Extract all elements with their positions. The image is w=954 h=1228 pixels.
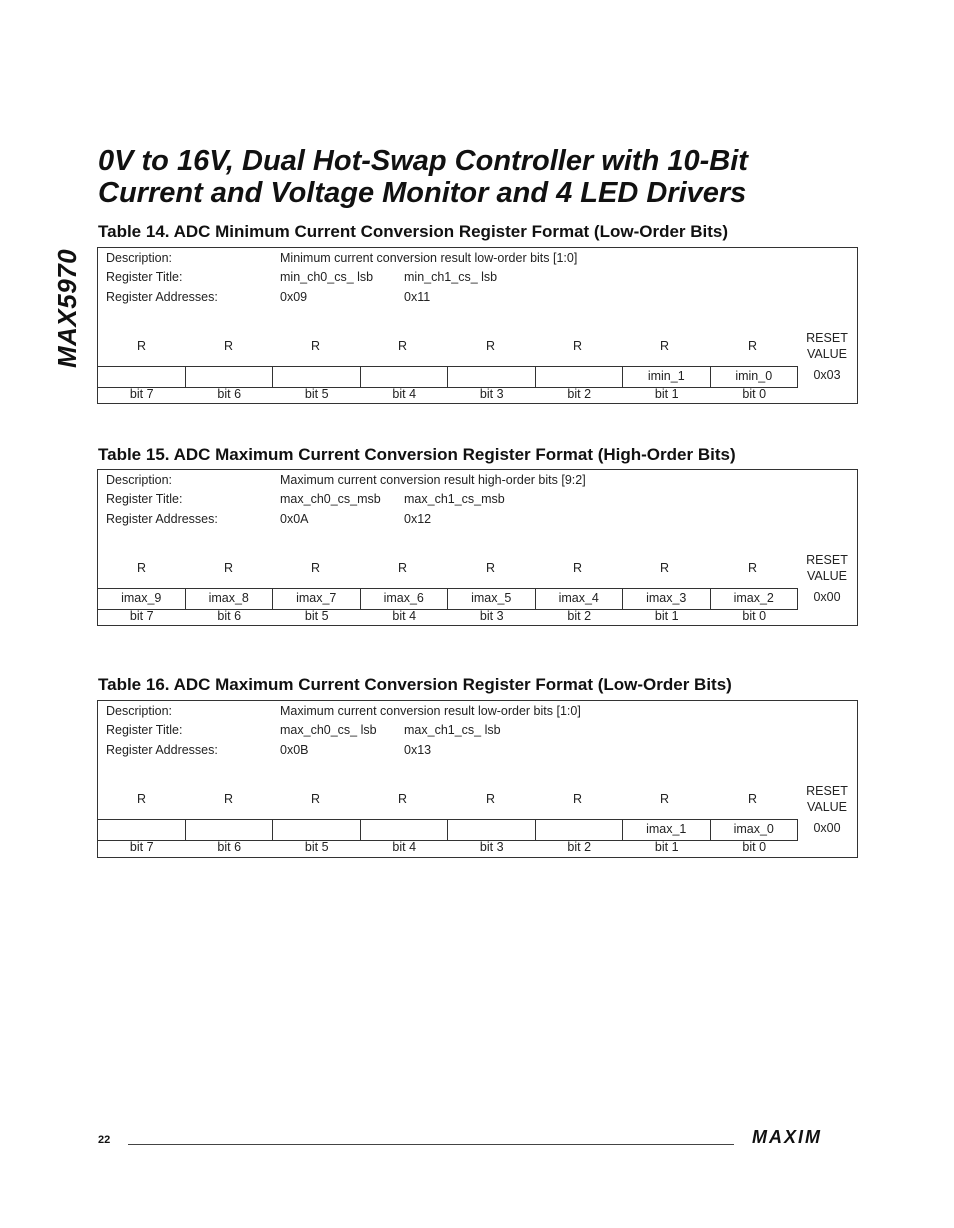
footer-rule xyxy=(128,1144,734,1145)
bit-cell xyxy=(98,367,186,387)
table-15: Description: Maximum current conversion result high-order bits [9:2] Register Title: max_ch0_cs_msb max_ch1_cs_msb Register Addresses: 0x0A 0x12 R R R R R R R R RESET VALUE imax_9 imax_8 imax_7 imax_6 imax_5 imax_4 imax_3 imax_2 0x00 bit 7 bit 6 bit 5 bit 4 bit 3 bit 2 bit 1 bit 0 xyxy=(97,469,858,626)
reset-value-label: RESET VALUE xyxy=(806,784,848,814)
bit-cell: imax_2 xyxy=(711,589,799,609)
bit-cell xyxy=(361,367,449,387)
table-15-caption: Table 15. ADC Maximum Current Conversion Register Format (High-Order Bits) xyxy=(98,445,736,464)
reset-value-label: RESET VALUE xyxy=(806,553,848,583)
bit-cell xyxy=(273,367,361,387)
bit-cell xyxy=(98,820,186,840)
bit-cell xyxy=(273,820,361,840)
page-number: 22 xyxy=(98,1134,111,1146)
bit-cell: imax_9 xyxy=(98,589,186,609)
maxim-logo-text: MAXIM xyxy=(752,1128,822,1146)
title-line-1: 0V to 16V, Dual Hot-Swap Controller with 10-Bit xyxy=(98,145,748,177)
page-title xyxy=(98,145,898,209)
bit-names: bit 7 bit 6 bit 5 bit 4 bit 3 bit 2 bit 1 bit 0 xyxy=(129,387,767,401)
description-text: Minimum current conversion result low-order bits [1:0] xyxy=(280,251,578,265)
bit-cell xyxy=(186,367,274,387)
table-14-caption: Table 14. ADC Minimum Current Conversion Register Format (Low-Order Bits) xyxy=(98,222,729,241)
bit-cell: imax_0 xyxy=(711,820,799,840)
reset-value: 0x00 xyxy=(813,821,841,835)
bit-cell: imax_3 xyxy=(623,589,711,609)
bit-cell xyxy=(361,820,449,840)
bit-cell xyxy=(186,820,274,840)
maxim-logo xyxy=(750,1128,858,1146)
bit-cell: imax_5 xyxy=(448,589,536,609)
bit-cell: imax_6 xyxy=(361,589,449,609)
bit-cell: imin_0 xyxy=(711,367,799,387)
reset-value: 0x03 xyxy=(813,368,841,382)
bit-cell: imax_8 xyxy=(186,589,274,609)
bit-cell xyxy=(536,367,624,387)
reset-value-label: RESET VALUE xyxy=(806,331,848,361)
bit-names: bit 7 bit 6 bit 5 bit 4 bit 3 bit 2 bit 1 bit 0 xyxy=(129,609,767,623)
description-text: Maximum current conversion result high-order bits [9:2] xyxy=(280,473,586,487)
table-16: Description: Maximum current conversion result low-order bits [1:0] Register Title: max_ch0_cs_ lsb max_ch1_cs_ lsb Register Addresses: 0x0B 0x13 R R R R R R R R RESET VALUE imax_1 imax_0 0x00 bit 7 bit 6 bit 5 bit 4 bit 3 bit 2 bit 1 bit 0 xyxy=(97,700,858,858)
bit-cells xyxy=(98,588,798,610)
title-line-2: Current and Voltage Monitor and 4 LED Drivers xyxy=(98,177,747,209)
bit-names: bit 7 bit 6 bit 5 bit 4 bit 3 bit 2 bit 1 bit 0 xyxy=(129,840,767,854)
side-part-number: MAX5970 xyxy=(52,248,82,368)
bit-cells xyxy=(98,819,798,841)
bit-cell: imin_1 xyxy=(623,367,711,387)
table-14: Description: Minimum current conversion result low-order bits [1:0] Register Title: min_ch0_cs_ lsb min_ch1_cs_ lsb Register Addresses: 0x09 0x11 R R R R R R R R RESET VALUE imin_1 imin_0 0x03 bit 7 bit 6 bit 5 bit 4 bit 3 bit 2 bit 1 bit 0 xyxy=(97,247,858,404)
bit-cell xyxy=(448,820,536,840)
bit-cell xyxy=(536,820,624,840)
reset-value: 0x00 xyxy=(813,590,841,604)
bit-cell xyxy=(448,367,536,387)
table-16-caption: Table 16. ADC Maximum Current Conversion Register Format (Low-Order Bits) xyxy=(98,675,732,694)
description-text: Maximum current conversion result low-order bits [1:0] xyxy=(280,704,581,718)
bit-cell: imax_1 xyxy=(623,820,711,840)
bit-cells xyxy=(98,366,798,388)
bit-cell: imax_4 xyxy=(536,589,624,609)
bit-cell: imax_7 xyxy=(273,589,361,609)
